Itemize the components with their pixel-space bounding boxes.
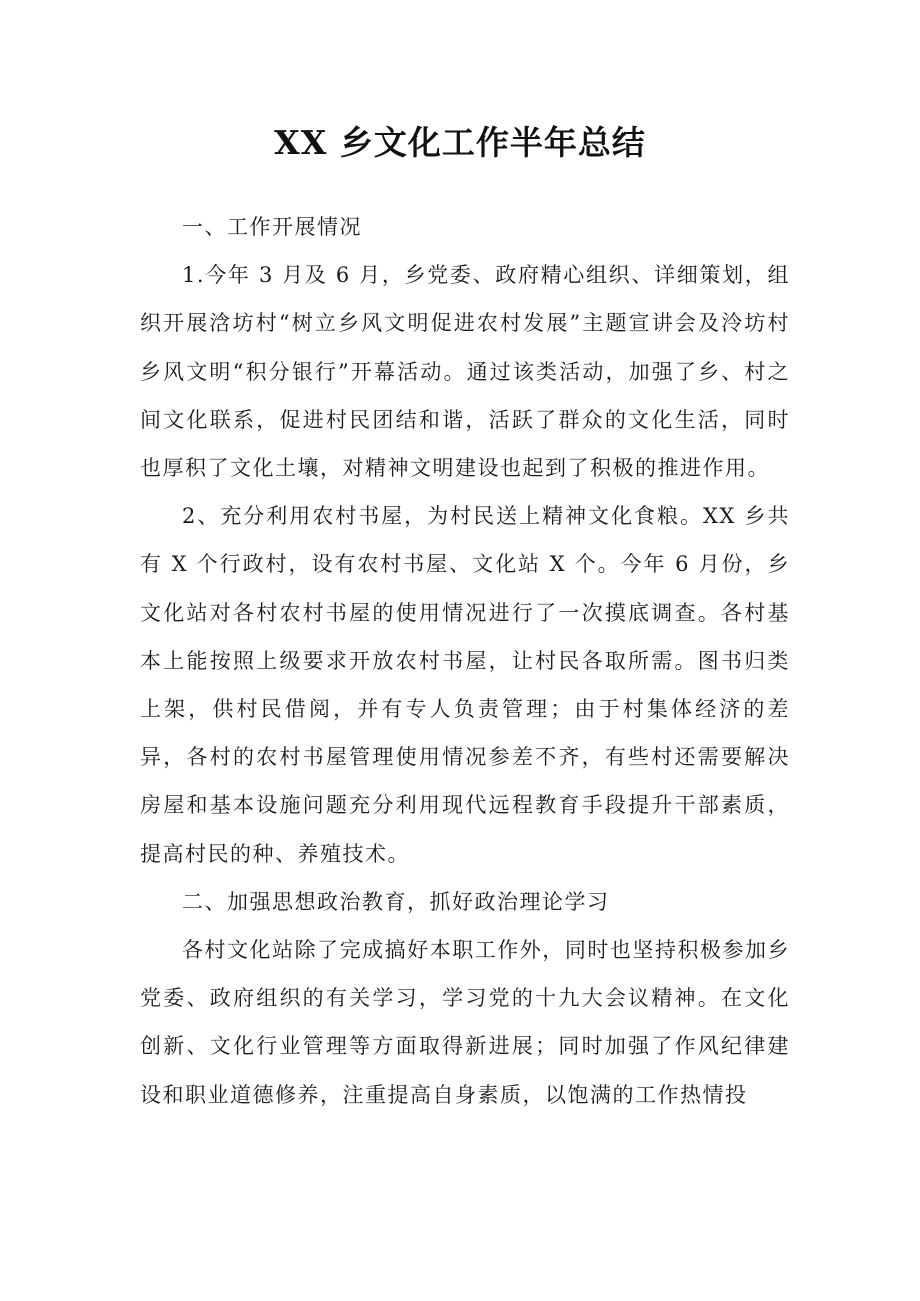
section-heading-political-education: 二、加强思想政治教育，抓好政治理论学习: [182, 889, 610, 914]
paragraph-rural-bookhouse: 2、充分利用农村书屋，为村民送上精神文化食粮。XX 乡共有 X 个行政村，设有农村书屋、文化站 X 个。今年 6 月份，乡文化站对各村农村书屋的使用情况进行了一次摸底调查。各村基本上能按照上级要求开放农村书屋，让村民各取所需。图书归类上架，供村民借阅，并有专人负责管理；由于村集体经济的差异，各村的农村书屋管理使用情况参差不齐，有些村还需要解决房屋和基本设施问题充分利用现代远程教育手段提升干部素质，提高村民的种、养殖技术。: [140, 504, 790, 866]
document-body: [140, 203, 790, 1119]
paragraph-activities: 1.今年 3 月及 6 月，乡党委、政府精心组织、详细策划，组织开展浛坊村“树立乡风文明促进农村发展”主题宣讲会及泠坊村乡风文明“积分银行”开幕活动。通过该类活动，加强了乡、村之间文化联系，促进村民团结和谐，活跃了群众的文化生活，同时也厚积了文化土壤，对精神文明建设也起到了积极的推进作用。: [140, 263, 790, 481]
paragraph-study: 各村文化站除了完成搞好本职工作外，同时也坚持积极参加乡党委、政府组织的有关学习，学习党的十九大会议精神。在文化创新、文化行业管理等方面取得新进展；同时加强了作风纪律建设和职业道德修养，注重提高自身素质，以饱满的工作热情投: [140, 938, 790, 1107]
section-heading-work-progress: 一、工作开展情况: [182, 215, 362, 239]
document-title: XX 乡文化工作半年总结: [274, 123, 646, 162]
